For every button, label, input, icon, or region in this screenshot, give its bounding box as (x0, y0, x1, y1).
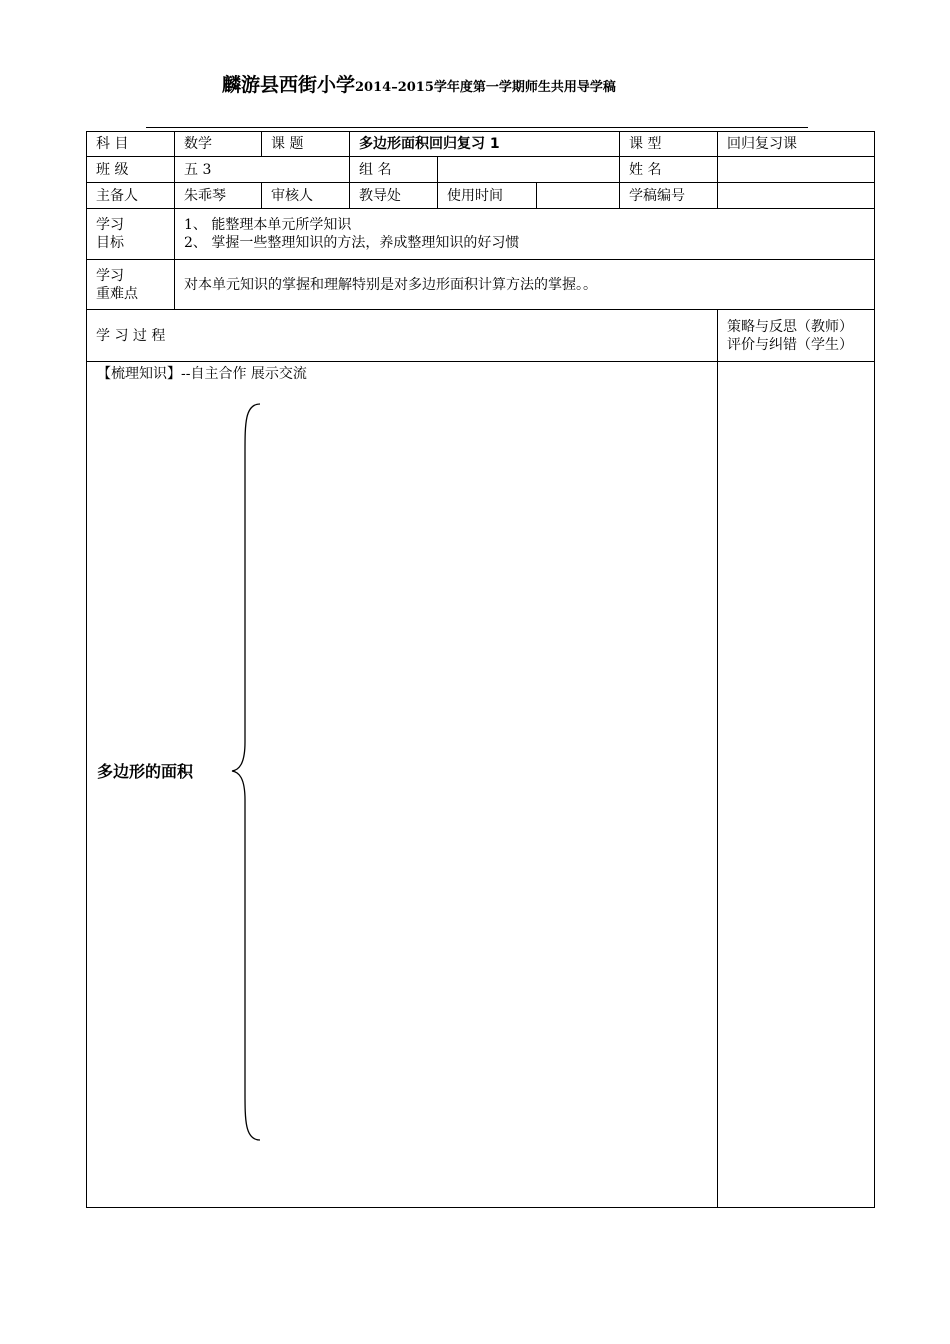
work-heading: 【梳理知识】--自主合作 展示交流 (97, 366, 307, 382)
preparer-label: 主备人 (87, 183, 175, 209)
goals-row (87, 209, 875, 260)
goals-label (87, 209, 175, 260)
term-text: 2014–2015学年度第一学期师生共用导学稿 (355, 80, 616, 95)
goals-content (175, 209, 875, 260)
goals-label-line1: 学习 (96, 217, 124, 233)
class-label: 班 级 (87, 157, 175, 183)
topic-value: 多边形面积回归复习 1 (350, 132, 620, 157)
student-evaluation-label: 评价与纠错（学生） (727, 336, 854, 353)
class-value: 五 3 (175, 157, 350, 183)
reviewer-label: 审核人 (262, 183, 350, 209)
info-row-3 (87, 183, 875, 209)
curly-brace (227, 402, 267, 1142)
keypoints-label-line2: 重难点 (96, 285, 138, 302)
school-name: 麟游县西街小学 (222, 74, 356, 96)
topic-label: 课 题 (262, 132, 350, 157)
header-rule (146, 127, 808, 128)
group-label: 组 名 (350, 157, 438, 183)
docno-value[interactable] (718, 183, 875, 209)
teacher-reflection-label: 策略与反思（教师） (727, 318, 854, 335)
goal-item-1: 1、 能整理本单元所学知识 (184, 217, 352, 233)
preparer-value: 朱乖琴 (175, 183, 262, 209)
docno-label: 学稿编号 (620, 183, 718, 209)
goals-label-line2: 目标 (96, 235, 124, 251)
type-value: 回归复习课 (718, 132, 875, 157)
keypoints-row (87, 260, 875, 310)
subject-value: 数学 (175, 132, 262, 157)
keypoints-label-line1: 学习 (96, 267, 124, 284)
process-header-row (87, 310, 875, 362)
reflection-area[interactable] (718, 362, 875, 1208)
info-row-1 (87, 132, 875, 157)
keypoints-content: 对本单元知识的掌握和理解特别是对多边形面积计算方法的掌握。。 (175, 260, 875, 310)
reflection-header (718, 310, 875, 362)
office-label: 教导处 (350, 183, 438, 209)
type-label: 课 型 (620, 132, 718, 157)
process-label: 学 习 过 程 (87, 310, 718, 362)
keypoints-label (87, 260, 175, 310)
work-area[interactable] (87, 362, 718, 1208)
subject-label: 科 目 (87, 132, 175, 157)
concept-label: 多边形的面积 (97, 762, 194, 781)
goal-item-2: 2、 掌握一些整理知识的方法，养成整理知识的好习惯 (184, 235, 520, 251)
usetime-value[interactable] (537, 183, 620, 209)
guide-table (86, 131, 875, 1208)
name-value[interactable] (718, 157, 875, 183)
usetime-label: 使用时间 (438, 183, 537, 209)
work-row (87, 362, 875, 1208)
group-value[interactable] (438, 157, 620, 183)
document-title (222, 70, 616, 97)
info-row-2 (87, 157, 875, 183)
name-label: 姓 名 (620, 157, 718, 183)
